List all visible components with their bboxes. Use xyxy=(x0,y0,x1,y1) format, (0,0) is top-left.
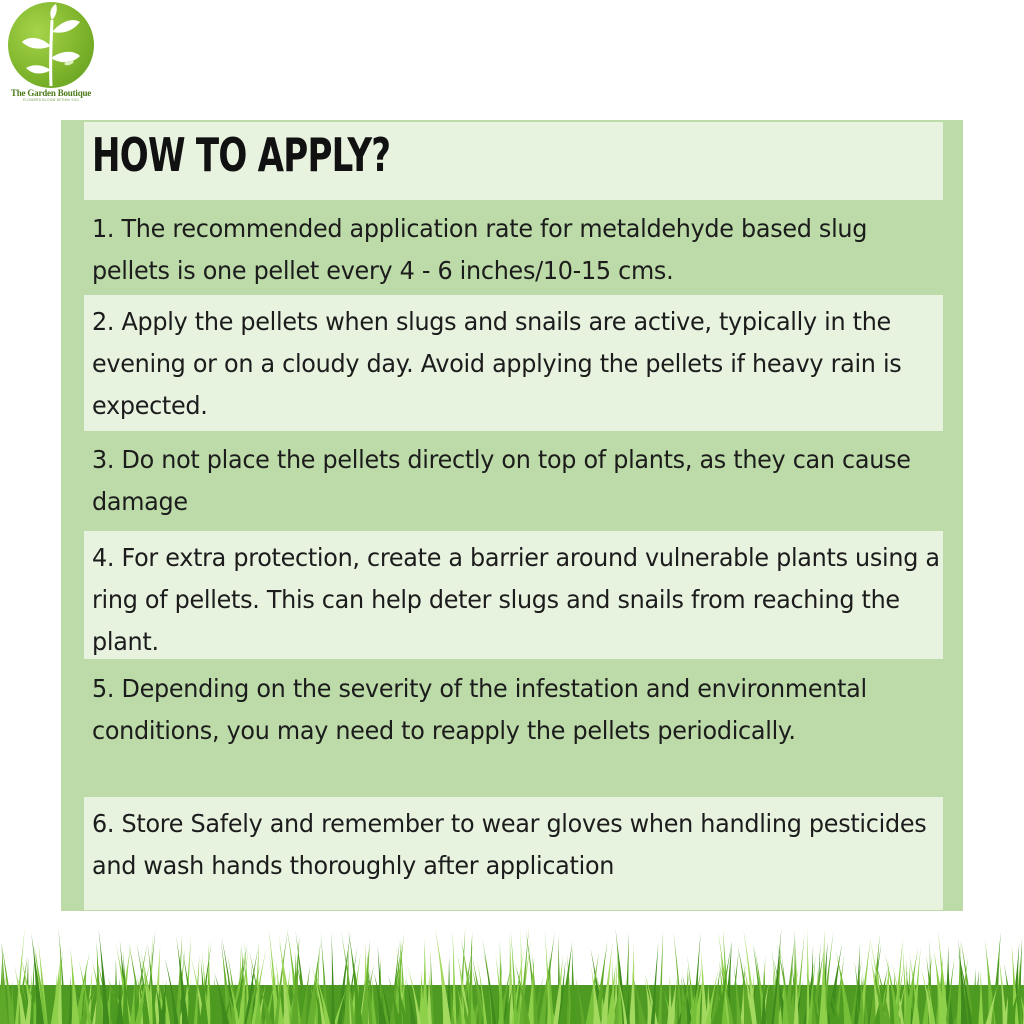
step-text: 1. The recommended application rate for metaldehyde based slug pellets is one pellet every 4 - 6 inches/10-15 cms. xyxy=(92,214,868,285)
step-item-6 xyxy=(84,797,943,910)
grass-blade xyxy=(453,930,457,1024)
brand-tagline: FLOWERS BLOOM WITHIN YOU xyxy=(23,98,79,102)
brand-name: The Garden Boutique xyxy=(10,88,92,98)
leaf-plant-icon xyxy=(8,2,94,88)
step-text: 6. Store Safely and remember to wear gloves when handling pesticides and wash hands thoroughly after application xyxy=(92,809,927,880)
step-item-3 xyxy=(84,433,943,528)
brand-logo xyxy=(4,2,98,102)
step-item-4 xyxy=(84,531,943,659)
page-title: HOW TO APPLY? xyxy=(92,128,391,182)
grass-blade xyxy=(422,938,429,1024)
step-text: 4. For extra protection, create a barrier around vulnerable plants using a ring of pellets. This can help deter slugs and snails from reaching the plant. xyxy=(92,543,940,656)
grass-border xyxy=(0,925,1024,1024)
grass-blade xyxy=(806,928,810,1024)
step-text: 3. Do not place the pellets directly on top of plants, as they can cause damage xyxy=(92,445,911,516)
step-item-1 xyxy=(84,202,943,292)
step-text: 5. Depending on the severity of the infestation and environmental conditions, you may need to reapply the pellets periodically. xyxy=(92,674,867,745)
step-text: 2. Apply the pellets when slugs and snails are active, typically in the evening or on a cloudy day. Avoid applying the pellets if heavy rain is expected. xyxy=(92,307,902,420)
grass-blade xyxy=(331,932,335,1024)
step-item-2 xyxy=(84,295,943,431)
step-item-5 xyxy=(84,662,943,794)
